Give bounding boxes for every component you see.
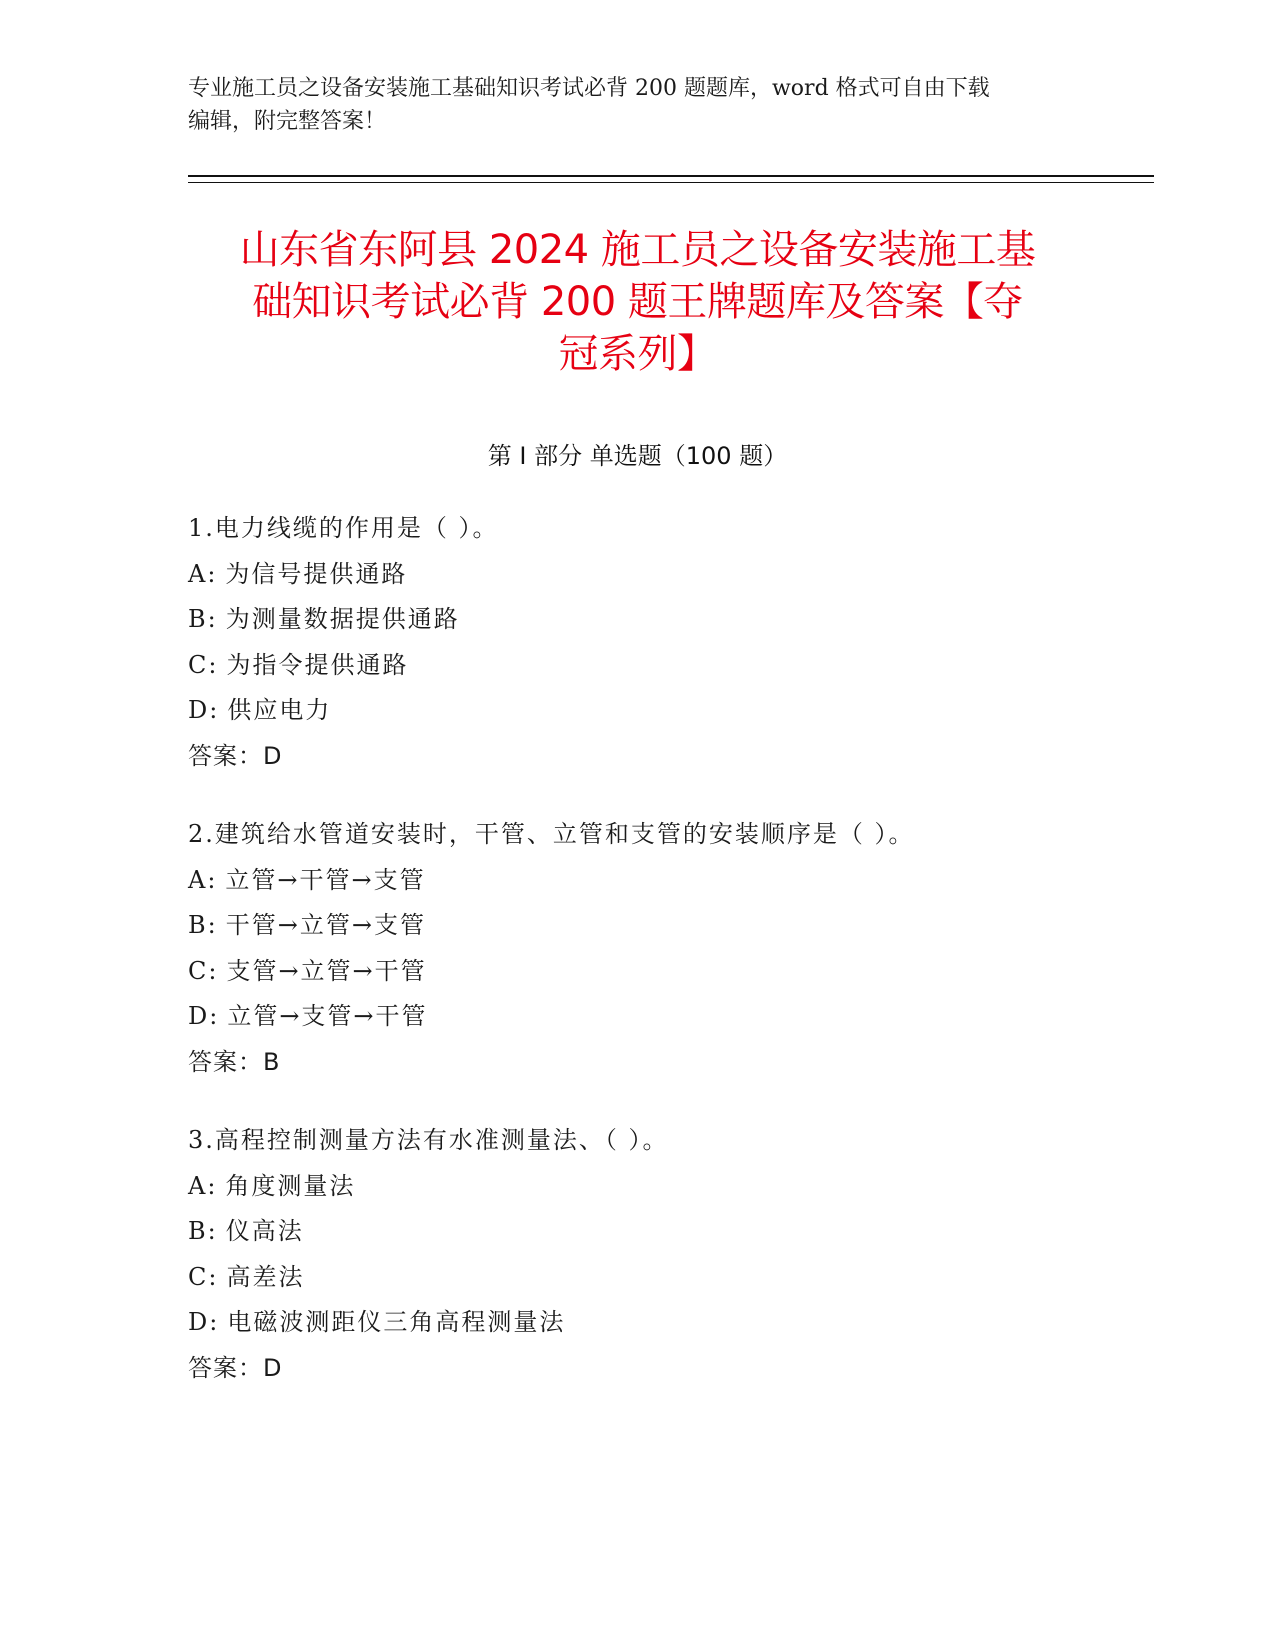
option-label: D: xyxy=(188,1002,220,1030)
option-label: D: xyxy=(188,696,220,724)
option-a xyxy=(188,552,1148,598)
option-d xyxy=(188,994,1148,1040)
answer: 答案：D xyxy=(188,741,283,770)
option-label: B: xyxy=(188,1217,218,1245)
option-text: 角度测量法 xyxy=(225,1171,356,1200)
intro-line-1: 专业施工员之设备安装施工基础知识考试必背 200 题题库，word 格式可自由下载 xyxy=(188,76,990,101)
option-c xyxy=(188,643,1148,689)
intro-line-2: 编辑，附完整答案！ xyxy=(188,109,387,134)
option-text: 为测量数据提供通路 xyxy=(225,605,460,633)
question-1 xyxy=(188,506,1148,779)
option-label: D: xyxy=(188,1308,220,1336)
option-c xyxy=(188,1255,1148,1301)
option-text: 电磁波测距仪三角高程测量法 xyxy=(227,1308,566,1336)
option-text: 干管→立管→支管 xyxy=(225,911,426,939)
option-a xyxy=(188,1164,1148,1210)
answer: 答案：B xyxy=(188,1047,281,1076)
question-stem: 1.电力线缆的作用是（ ）。 xyxy=(188,514,499,542)
option-label: B: xyxy=(188,605,218,633)
option-c xyxy=(188,949,1148,995)
option-label: A: xyxy=(188,865,218,894)
option-text: 为信号提供通路 xyxy=(225,559,408,588)
question-2 xyxy=(188,812,1148,1085)
title-line-3: 冠系列】 xyxy=(558,331,717,377)
question-3 xyxy=(188,1118,1148,1391)
option-text: 立管→干管→支管 xyxy=(225,865,426,894)
title-line-2: 础知识考试必背 200 题王牌题库及答案【夺 xyxy=(252,279,1023,325)
option-label: C: xyxy=(188,650,219,679)
option-label: C: xyxy=(188,956,219,985)
option-label: B: xyxy=(188,911,218,939)
document-title xyxy=(150,224,1125,380)
option-b xyxy=(188,1209,1148,1255)
option-text: 为指令提供通路 xyxy=(226,650,409,679)
option-label: A: xyxy=(188,559,218,588)
option-b xyxy=(188,597,1148,643)
answer: 答案：D xyxy=(188,1353,283,1382)
option-d xyxy=(188,688,1148,734)
title-line-1: 山东省东阿县 2024 施工员之设备安装施工基 xyxy=(239,227,1036,273)
option-label: C: xyxy=(188,1262,219,1291)
header-divider-thick xyxy=(188,175,1154,177)
question-stem: 3.高程控制测量方法有水准测量法、（ ）。 xyxy=(188,1126,669,1154)
option-b xyxy=(188,903,1148,949)
option-text: 立管→支管→干管 xyxy=(227,1002,428,1030)
document-intro xyxy=(188,72,1088,138)
header-divider-thin xyxy=(188,182,1154,183)
option-d xyxy=(188,1300,1148,1346)
question-stem: 2.建筑给水管道安装时，干管、立管和支管的安装顺序是（ ）。 xyxy=(188,820,915,848)
option-label: A: xyxy=(188,1171,218,1200)
option-text: 仪高法 xyxy=(225,1217,304,1245)
option-text: 供应电力 xyxy=(227,696,332,724)
option-text: 高差法 xyxy=(226,1262,305,1291)
option-text: 支管→立管→干管 xyxy=(226,956,427,985)
section-heading: 第 I 部分 单选题（100 题） xyxy=(487,442,788,470)
option-a xyxy=(188,858,1148,904)
